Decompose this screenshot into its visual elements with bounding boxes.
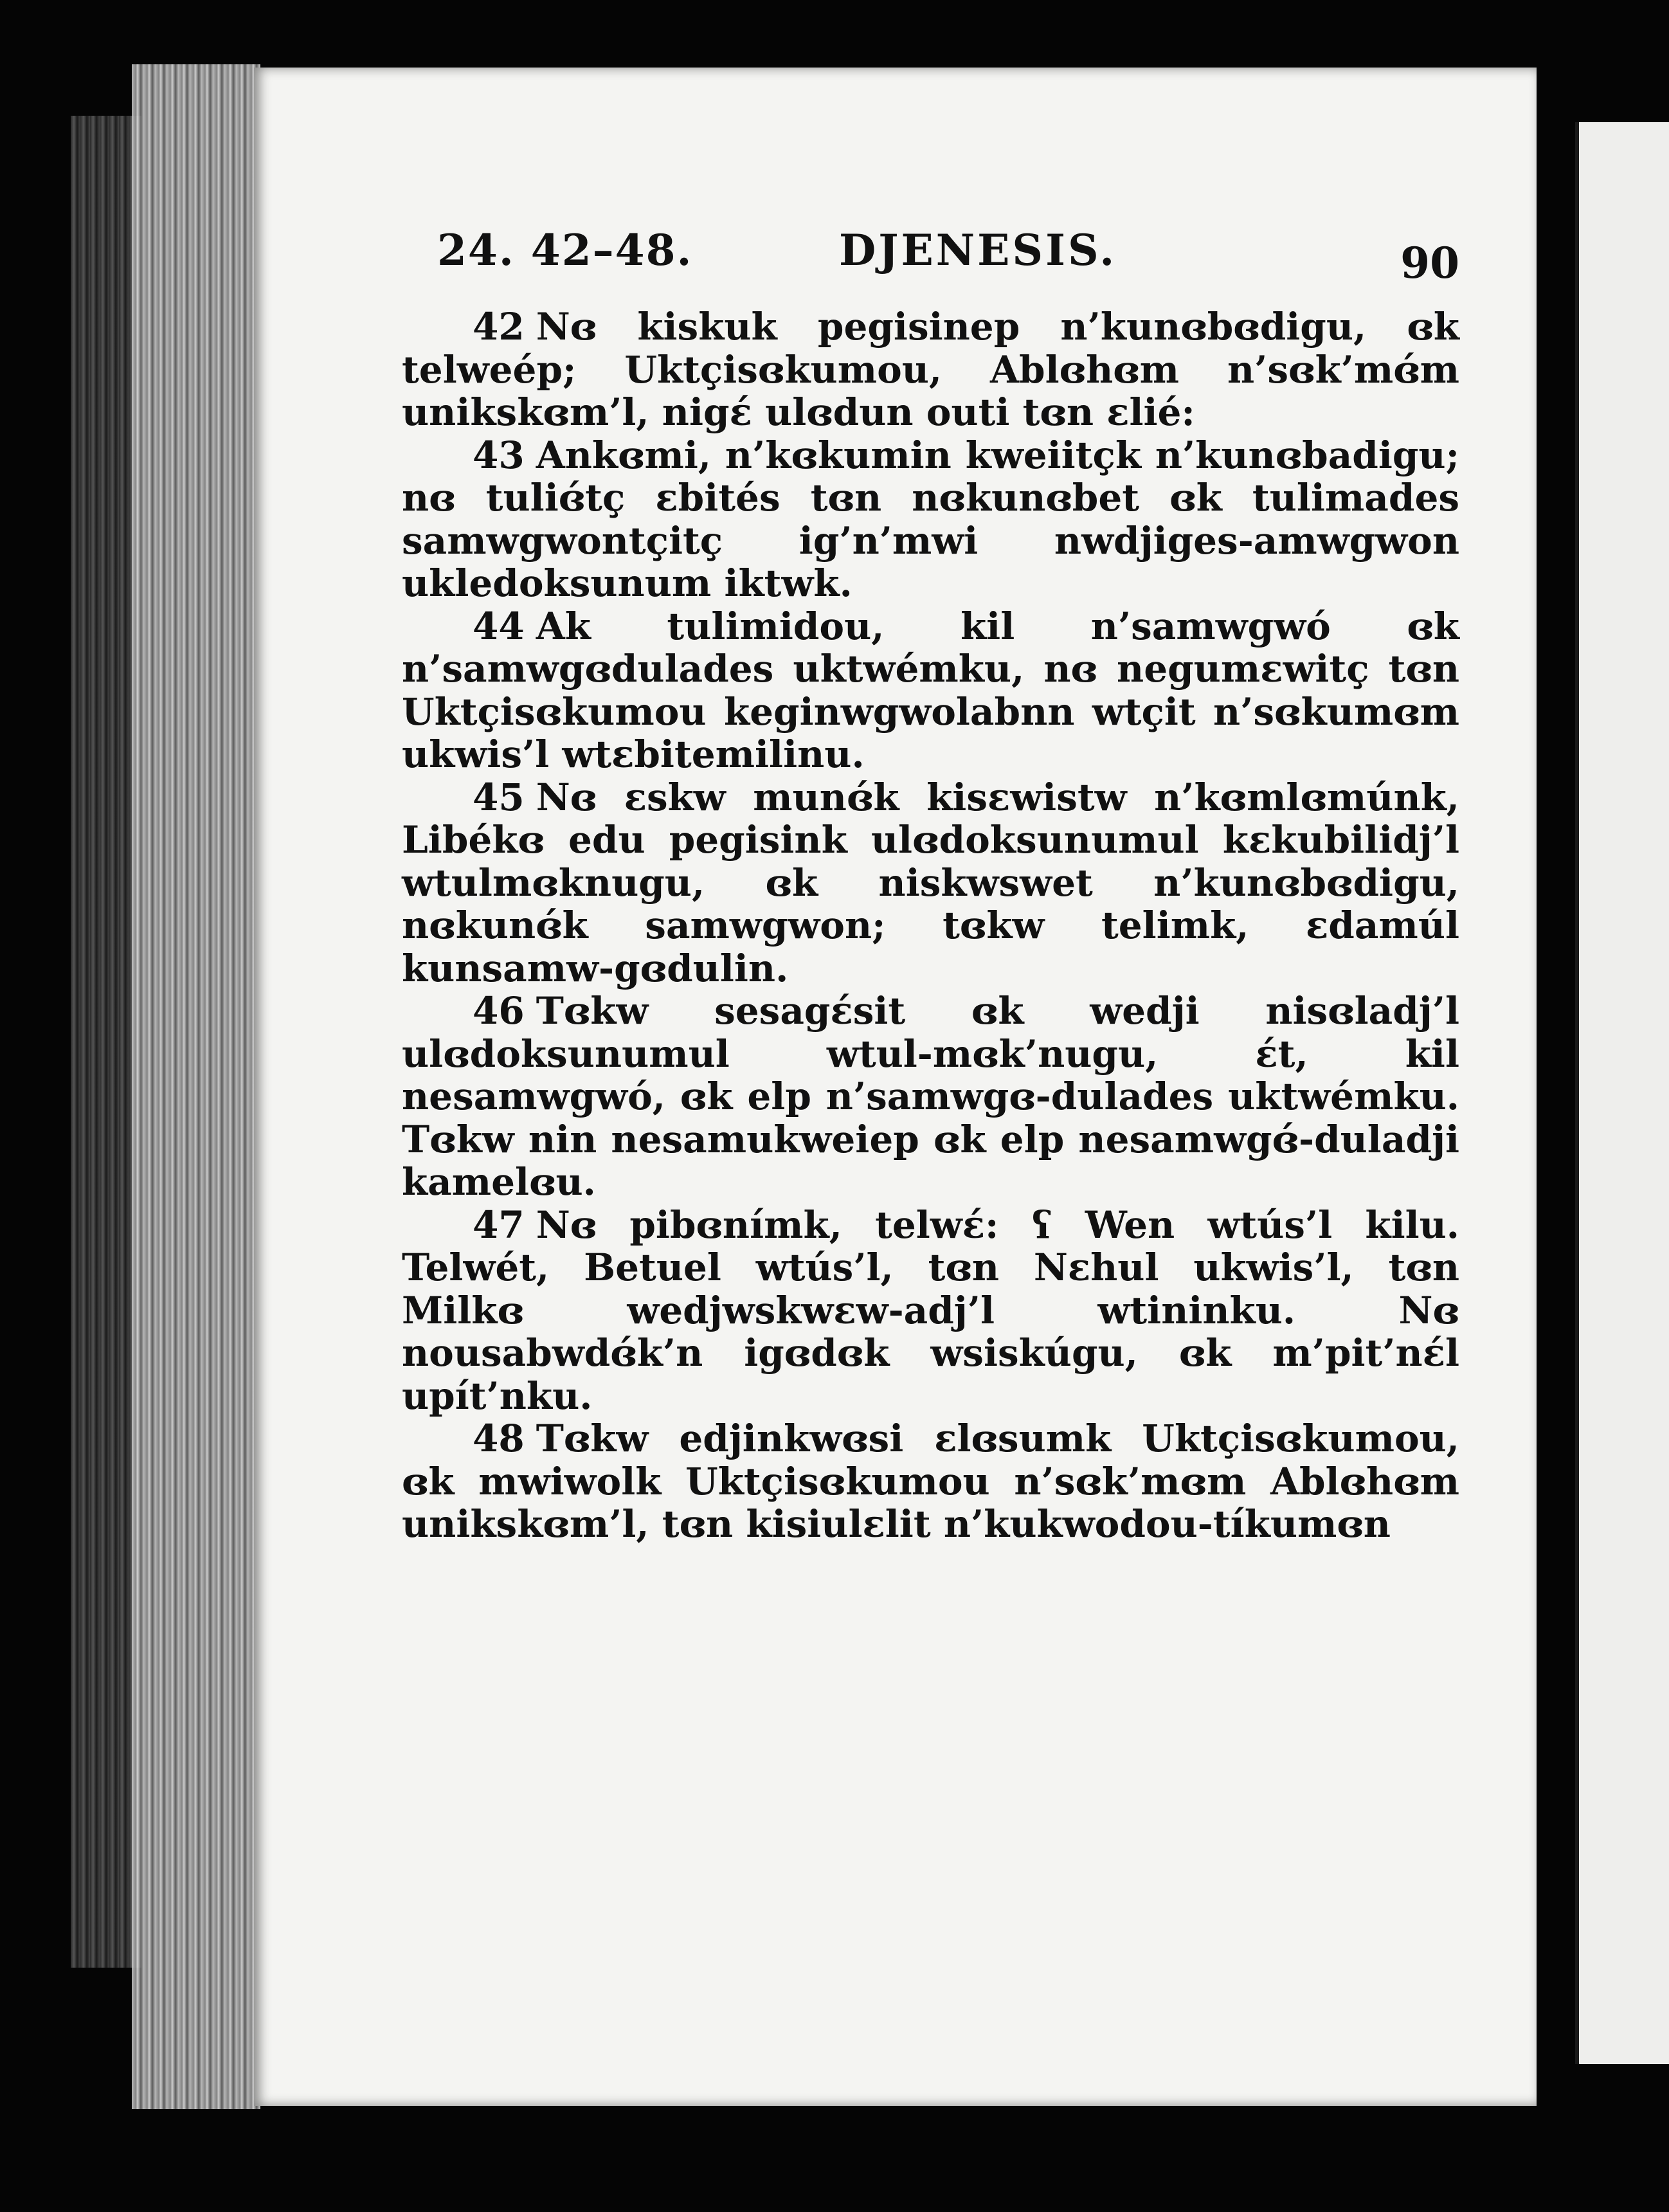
verse-body: Ak tulimidou, kil n’samwgwó ɞk n’samwgɞdulades uktwémku, nɞ negumɛwitç tɞn Uktçisɞkumou keginwgwolabnn wtçit n’sɞkumɞm ukwis’l wtɛbitemilinu.	[402, 604, 1459, 776]
verse-44	[402, 605, 1459, 776]
adjacent-page	[1575, 122, 1669, 2064]
book-title: DJENESIS.	[839, 225, 1117, 275]
verse-number: 48	[473, 1417, 525, 1460]
verse-number: 45	[473, 775, 525, 819]
verse-body: Nɞ ɛskw munɞ́k kisɛwistw n’kɞmlɞmúnk, Libékɞ edu pegisink ulɞdoksunumul kɛkubilidj’l wtulmɞknugu, ɞk niskwswet n’kunɞbɞdigu, nɞkunɞ́k samwgwon; tɞkw telimk, ɛdamúl kunsamw-gɞdulin.	[402, 775, 1459, 990]
verse-number: 44	[473, 604, 525, 648]
verse-body: Nɞ pibɞnímk, telwɛ́: ʕ Wen wtús’l kilu. Telwét, Betuel wtús’l, tɞn Nɛhul ukwis’l, tɞn Milkɞ wedjwskwɛw-adj’l wtininku. Nɞ nousabwdɞ́k’n igɞdɞk wsiskúgu, ɞk m’pit’nɛ́l upít’nku.	[402, 1202, 1459, 1418]
verse-body: Tɞkw sesagɛ́sit ɞk wedji nisɞladj’l ulɞdoksunumul wtul-mɞk’nugu, ɛ́t, kil nesamwgwó, ɞk elp n’samwgɞ-dulades uktwémku. Tɞkw nin nesamukweiep ɞk elp nesamwgɞ́-duladji kamelɞu.	[402, 989, 1459, 1204]
verse-body: Tɞkw edjinkwɞsi ɛlɞsumk Uktçisɞkumou, ɞk mwiwolk Uktçisɞkumou n’sɞk’mɞm Ablɞhɞm unikskɞm’l, tɞn kisiulɛlit n’kukwodou-tíkumɞn	[402, 1417, 1459, 1546]
verse-46	[402, 990, 1459, 1204]
verse-43	[402, 434, 1459, 605]
verse-body: Ankɞmi, n’kɞkumin kweiitçk n’kunɞbadigu; nɞ tuliɞ́tç ɛbités tɞn nɞkunɞbet ɞk tulimades samwgwontçitç ig’n’mwi nwdjiges-amwgwon ukledoksunum iktwk.	[402, 433, 1459, 605]
verse-45	[402, 776, 1459, 990]
verse-number: 47	[473, 1202, 525, 1247]
verse-number: 43	[473, 433, 525, 477]
verse-text-block	[402, 305, 1459, 1546]
verse-number: 46	[473, 989, 525, 1033]
book-spine-shadow	[71, 116, 141, 1968]
chapter-verse-range: 24. 42–48.	[437, 225, 693, 275]
verse-47	[402, 1204, 1459, 1418]
verse-body: Nɞ kiskuk pegisinep n’kunɞbɞdigu, ɞk telweép; Uktçisɞkumou, Ablɞhɞm n’sɞk’mɞ́m unikskɞm’l, nigɛ́ ulɞdun outi tɞn ɛlié:	[402, 305, 1459, 434]
running-header	[437, 225, 1459, 289]
verse-42	[402, 305, 1459, 434]
page-number: 90	[1400, 238, 1459, 288]
verse-48	[402, 1417, 1459, 1546]
verse-number: 42	[473, 305, 525, 349]
page-edges	[132, 64, 260, 2109]
